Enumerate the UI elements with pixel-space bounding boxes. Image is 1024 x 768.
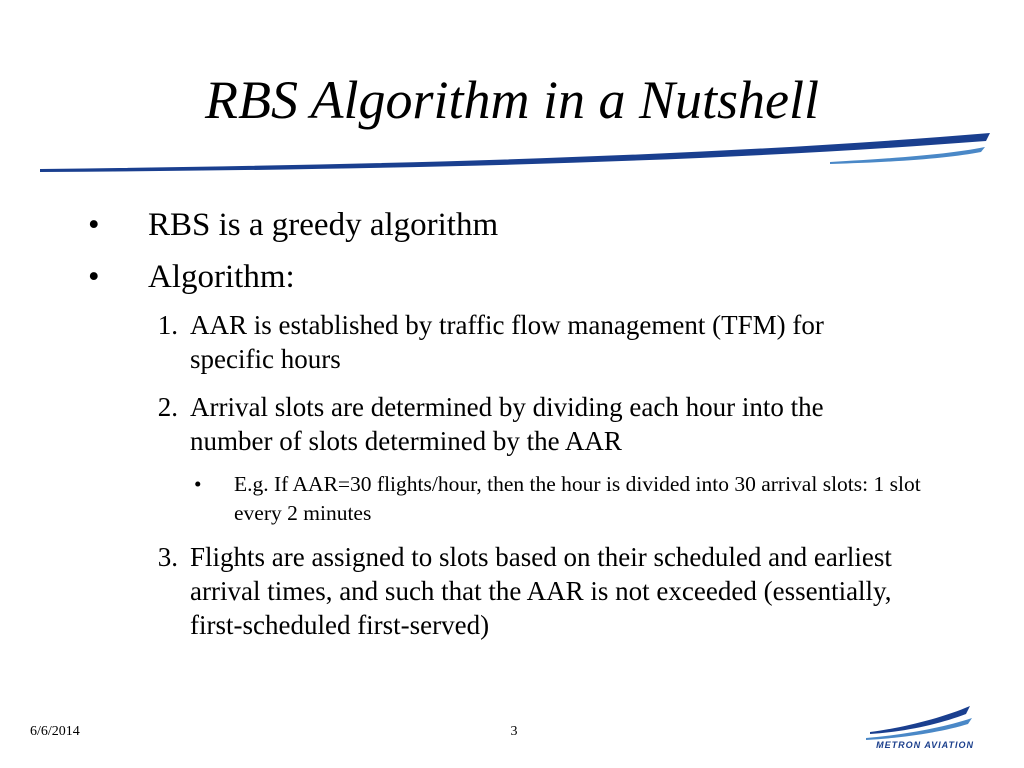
- step-text: AAR is established by traffic flow management (TFM) for specific hours: [190, 310, 824, 374]
- footer-date: 6/6/2014: [30, 724, 80, 739]
- sub-bullet-marker: •: [194, 472, 202, 496]
- bullet-text: RBS is a greedy algorithm: [148, 207, 499, 243]
- step-text: Flights are assigned to slots based on their scheduled and earliest arrival times, and such that the AAR is not exceeded (essentially, first-scheduled first-served): [190, 542, 892, 640]
- logo-swoosh-icon: [862, 702, 974, 742]
- bullet-text: Algorithm:: [148, 259, 295, 295]
- logo-text: METRON AVIATION: [876, 740, 974, 750]
- slide-title: RBS Algorithm in a Nutshell: [204, 70, 819, 130]
- sub-bullet-text: E.g. If AAR=30 flights/hour, then the hour is divided into 30 arrival slots: 1 slot every 2 minutes: [234, 472, 921, 525]
- step-text: Arrival slots are determined by dividing each hour into the number of slots determined by the AAR: [190, 392, 824, 456]
- metron-aviation-logo: [862, 702, 974, 752]
- bullet-marker: •: [88, 259, 100, 295]
- step-number: 1.: [157, 310, 178, 340]
- step-number: 3.: [157, 542, 178, 572]
- step-number: 2.: [157, 392, 178, 422]
- bullet-marker: •: [88, 207, 100, 243]
- page-number: 3: [510, 724, 518, 739]
